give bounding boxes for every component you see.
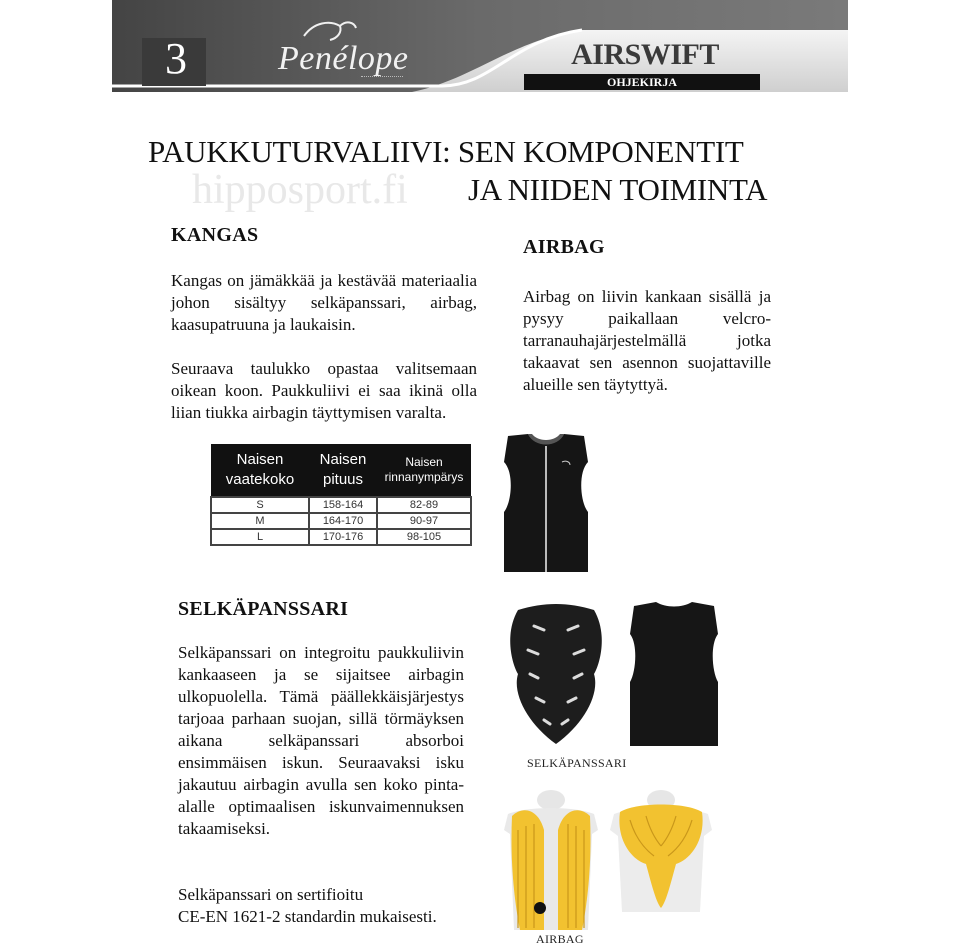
table-cell: S [211,497,309,513]
airbag-mannequin-front-image [498,790,604,930]
size-table-header-height: Naisen pituus [309,444,377,497]
airbag-heading: AIRBAG [523,236,605,258]
caption-airbag: AIRBAG [536,932,584,946]
brand-underline [361,76,403,79]
table-row [211,513,471,529]
table-row [211,529,471,545]
caption-back-protector: SELKÄPANSSARI [527,756,627,770]
table-row [211,497,471,513]
certification-line-1: Selkäpanssari on sertifioitu [178,885,364,904]
kangas-paragraph-1: Kangas on jämäkkää ja kestävää materiaalia johon sisältyy selkäpanssari, airbag, kaasupatruuna ja laukaisin. [171,271,477,334]
watermark: hipposport.fi [192,167,408,213]
table-cell: 158-164 [309,497,377,513]
kangas-heading: KANGAS [171,224,259,246]
page-title-line1: PAUKKUTURVALIIVI: SEN KOMPONENTIT [148,134,744,169]
table-cell: 98-105 [377,529,471,545]
size-table-header-chest: Naisen rinnanympärys [377,444,471,497]
airbag-mannequin-back-image [606,790,716,912]
size-table-header-size: Naisen vaatekoko [211,444,309,497]
size-table [210,444,472,546]
product-name: AIRSWIFT [571,38,719,71]
selkapanssari-paragraph: Selkäpanssari on integroitu paukkuliivin kankaaseen ja se sijaitsee airbagin ulkopuolella. Tämä päällekkäisjärjestys tarjoaa parhaan suojan, sillä törmäyksen aikana selkäpanssari absorboi ensimmäisen iskun. Seuraavaksi isku jakautuu airbagin avulla sen koko pinta-alalle optimaalisen iskunvaimennuksen takaamiseksi. [178,643,464,838]
size-table-header-row [211,444,471,497]
vest-back-image [626,600,722,750]
certification-line-2: CE-EN 1621-2 standardin mukaisesti. [178,907,437,926]
selkapanssari-certification [178,884,478,928]
brand-logo: Penélope [278,40,409,77]
kangas-paragraph-2: Seuraava taulukko opastaa valitsemaan oikean koon. Paukkuliivi ei saa ikinä olla liian tiukka airbagin täyttymisen varalta. [171,359,477,422]
table-cell: 164-170 [309,513,377,529]
manual-label: OHJEKIRJA [524,74,760,90]
table-cell: L [211,529,309,545]
selkapanssari-heading: SELKÄPANSSARI [178,598,349,620]
table-cell: 82-89 [377,497,471,513]
table-cell: 90-97 [377,513,471,529]
table-cell: 170-176 [309,529,377,545]
back-protector-image [504,604,608,746]
vest-front-image [498,432,594,576]
table-cell: M [211,513,309,529]
page-title-line2: JA NIIDEN TOIMINTA [468,172,768,207]
page-number: 3 [165,34,187,83]
airbag-paragraph: Airbag on liivin kankaan sisällä ja pysyy paikallaan velcro-tarranauhajärjestelmällä jotka takaavat sen asennon suojattaville alueille sen täytyttyä. [523,287,771,394]
